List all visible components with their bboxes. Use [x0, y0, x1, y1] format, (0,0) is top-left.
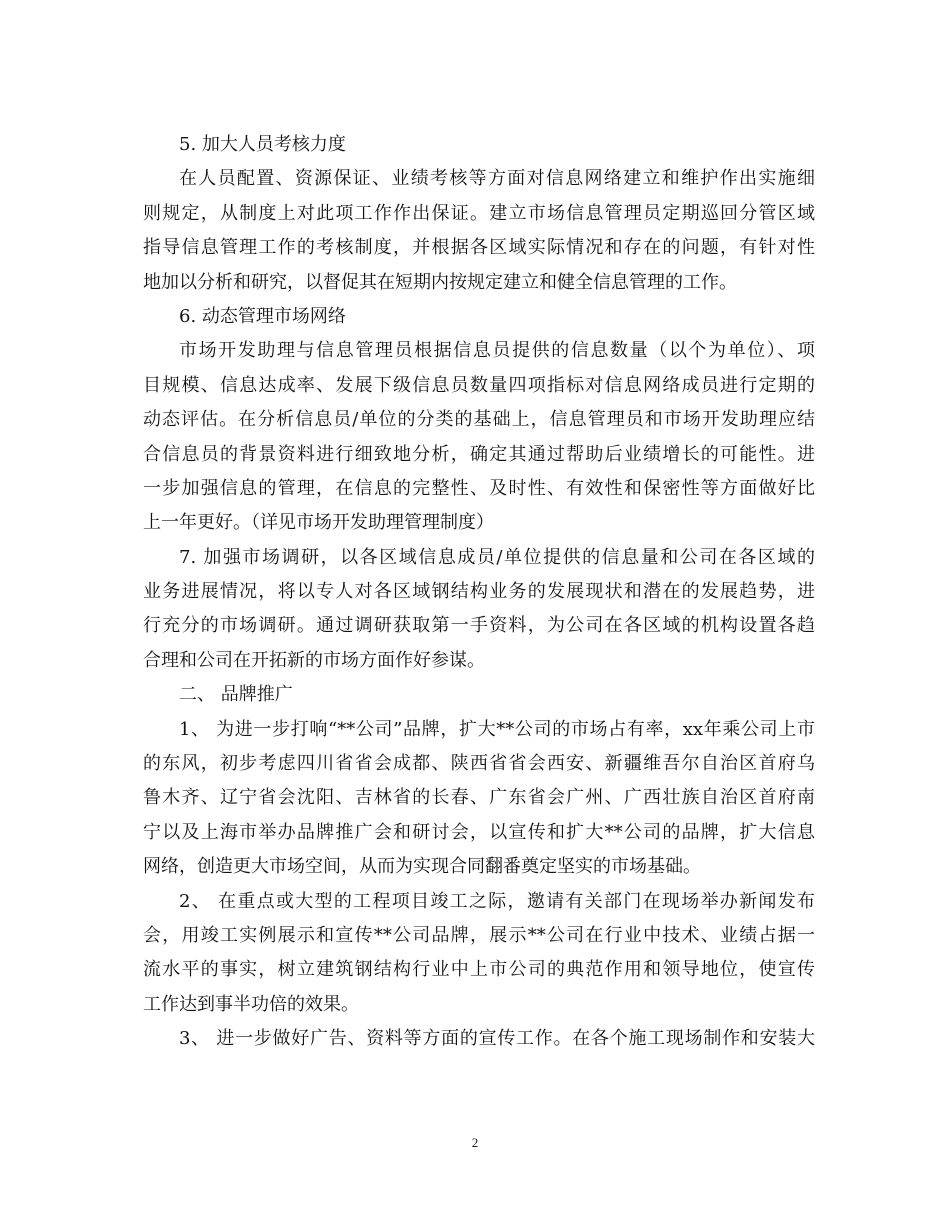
- section-heading-brand: 二、 品牌推广: [179, 684, 293, 706]
- paragraph-line: 动态评估。在分析信息员/单位的分类的基础上，信息管理员和市场开发助理应结: [143, 409, 815, 431]
- paragraph-line: 目规模、信息达成率、发展下级信息员数量四项指标对信息网络成员进行定期的: [143, 374, 815, 396]
- paragraph-line: 一步加强信息的管理，在信息的完整性、及时性、有效性和保密性等方面做好比: [143, 477, 815, 499]
- section-heading-7: 7. 加强市场调研，以各区域信息成员/单位提供的信息量和公司在各区域的: [179, 546, 815, 568]
- page-number: 2: [471, 1135, 479, 1150]
- paragraph-line: 业务进展情况，将以专人对各区域钢结构业务的发展现状和潜在的发展趋势，进: [143, 581, 815, 603]
- paragraph-line: 地加以分析和研究，以督促其在短期内按规定建立和健全信息管理的工作。: [143, 271, 737, 293]
- paragraph-line: 合理和公司在开拓新的市场方面作好参谋。: [143, 649, 485, 671]
- list-item-1: 1、 为进一步打响“**公司”品牌，扩大**公司的市场占有率，xx年乘公司上市: [179, 718, 815, 740]
- paragraph-line: 行充分的市场调研。通过调研获取第一手资料，为公司在各区域的机构设置各趋: [143, 615, 815, 637]
- paragraph-line: 流水平的事实，树立建筑钢结构行业中上市公司的典范作用和领导地位，使宣传: [143, 959, 815, 981]
- paragraph-line: 宁以及上海市举办品牌推广会和研讨会，以宣传和扩大**公司的品牌，扩大信息: [143, 821, 815, 843]
- paragraph-line: 合信息员的背景资料进行细致地分析，确定其通过帮助后业绩增长的可能性。进: [143, 443, 815, 465]
- paragraph-line: 的东风，初步考虑四川省省会成都、陕西省省会西安、新疆维吾尔自治区首府乌: [143, 753, 815, 775]
- paragraph-line: 则规定，从制度上对此项工作作出保证。建立市场信息管理员定期巡回分管区域: [143, 202, 815, 224]
- list-item-2: 2、 在重点或大型的工程项目竣工之际，邀请有关部门在现场举办新闻发布: [179, 890, 815, 912]
- paragraph-line: 在人员配置、资源保证、业绩考核等方面对信息网络建立和维护作出实施细: [179, 168, 815, 190]
- paragraph-line: 指导信息管理工作的考核制度，并根据各区域实际情况和存在的问题，有针对性: [143, 237, 815, 259]
- paragraph-line: 鲁木齐、辽宁省会沈阳、吉林省的长春、广东省会广州、广西壮族自治区首府南: [143, 787, 815, 809]
- paragraph-line: 会，用竣工实例展示和宣传**公司品牌，展示**公司在行业中技术、业绩占据一: [143, 924, 815, 946]
- paragraph-line: 市场开发助理与信息管理员根据信息员提供的信息数量（以个为单位）、项: [179, 340, 815, 362]
- paragraph-line: 工作达到事半功倍的效果。: [143, 993, 359, 1015]
- document-body: [143, 128, 815, 1057]
- paragraph-line: 网络，创造更大市场空间，从而为实现合同翻番奠定坚实的市场基础。: [143, 856, 701, 878]
- section-heading-6: 6. 动态管理市场网络: [179, 305, 346, 327]
- paragraph-line: 上一年更好。（详见市场开发助理管理制度）: [143, 512, 494, 534]
- section-heading-5: 5. 加大人员考核力度: [179, 134, 346, 155]
- list-item-3: 3、 进一步做好广告、资料等方面的宣传工作。在各个施工现场制作和安装大: [179, 1028, 815, 1050]
